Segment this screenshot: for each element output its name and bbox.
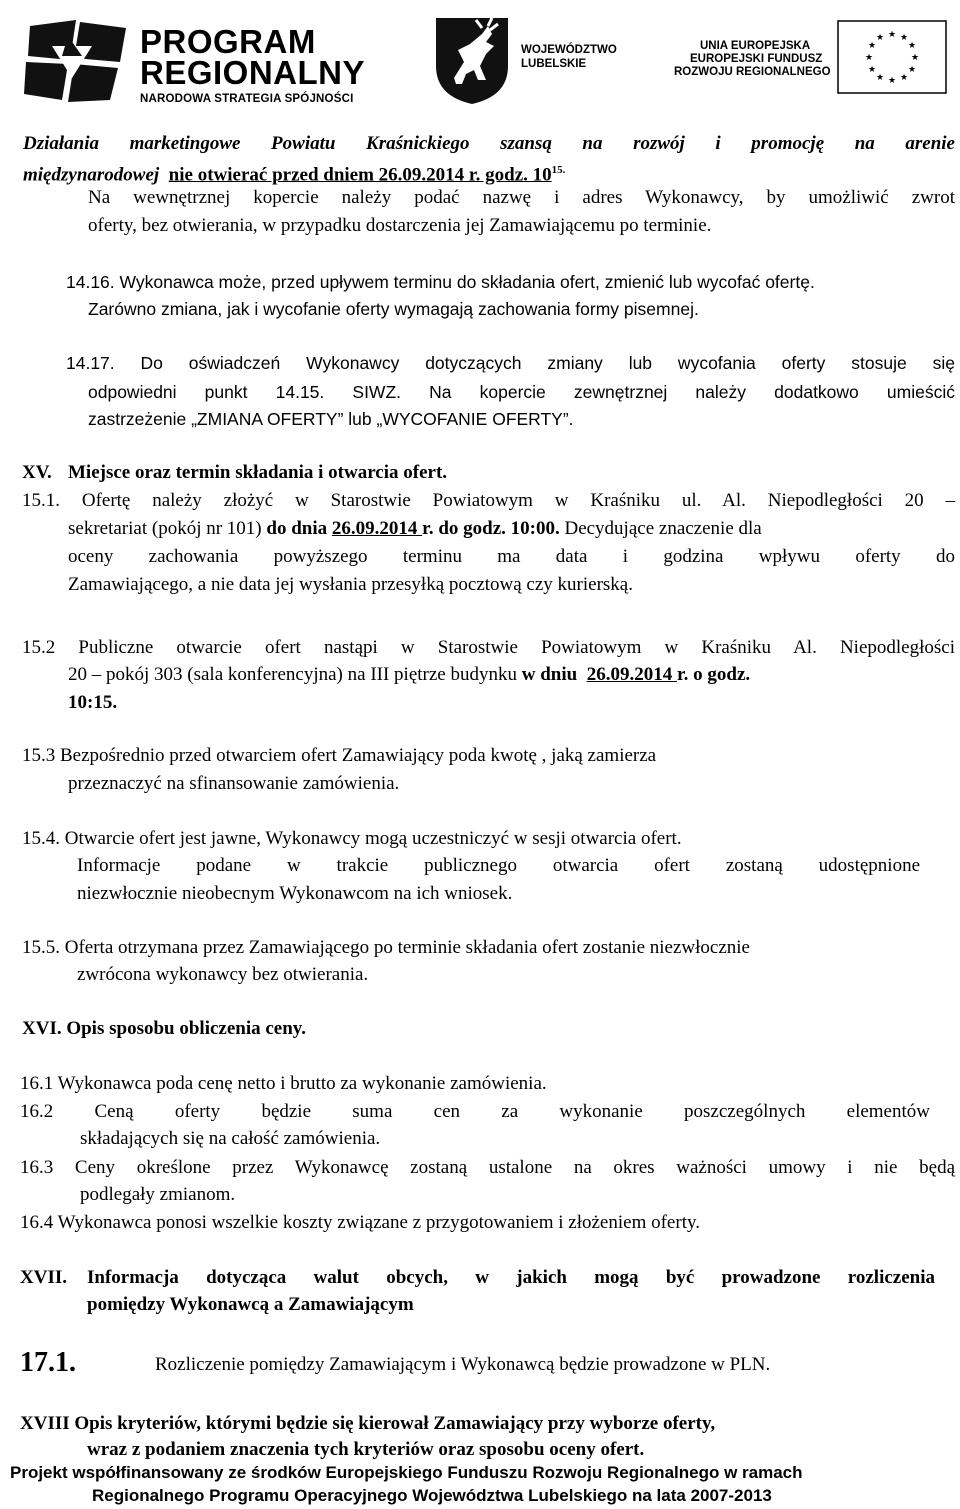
s17-title-line2: pomiędzy Wykonawcą a Zamawiającym: [87, 1294, 414, 1315]
s15-1-line4: Zamawiającego, a nie data jej wysłania przesyłką pocztową czy kurierską.: [68, 574, 633, 595]
s14-17-line1: 14.17. Do oświadczeń Wykonawcy dotyczących zmiany lub wycofania oferty stosuje się: [66, 353, 955, 373]
s15-1-line1: 15.1. Ofertę należy złożyć w Starostwie Powiatowym w Kraśniku ul. Al. Niepodległości 20 –: [22, 490, 955, 511]
s16-4: 16.4 Wykonawca ponosi wszelkie koszty związane z przygotowaniem i złożeniem oferty.: [20, 1212, 700, 1233]
s18-line1: XVIII Opis kryteriów, którymi będzie się kierował Zamawiający przy wyborze oferty,: [20, 1413, 716, 1434]
s17-title-line1: Informacja dotycząca walut obcych, w jakich mogą być prowadzone rozliczenia: [87, 1267, 935, 1288]
svg-text:★: ★: [875, 33, 885, 43]
svg-text:★: ★: [867, 65, 877, 75]
svg-text:★: ★: [899, 73, 909, 83]
s15-1-line3: oceny zachowania powyższego terminu ma data i godzina wpływu oferty do: [68, 546, 955, 567]
svg-text:★: ★: [907, 41, 917, 51]
s15-1-line2-b: do dnia: [266, 518, 332, 539]
s15-2-line2-b: w dniu: [521, 664, 582, 685]
svg-text:★: ★: [910, 53, 920, 63]
s15-2-line2-c: 26.09.2014: [586, 664, 677, 685]
program-regionalny-logo-icon: [22, 16, 134, 104]
s15-1-line2: [68, 515, 762, 542]
footer-line2: Regionalnego Programu Operacyjnego Województwa Lubelskiego na lata 2007-2013: [92, 1486, 772, 1505]
s15-5-line1: 15.5. Oferta otrzymana przez Zamawiającego po terminie składania ofert zostanie niezwłocznie: [22, 937, 750, 958]
s15-1-line2-e: Decydujące znaczenie dla: [559, 518, 762, 539]
s15-2-line2-a: 20 – pokój 303 (sala konferencyjna) na III piętrze budynku: [68, 664, 522, 685]
program-title-line2: REGIONALNY: [140, 54, 366, 91]
svg-text:★: ★: [899, 33, 909, 43]
program-subtitle: NARODOWA STRATEGIA SPÓJNOŚCI: [140, 93, 354, 105]
s18-line2: wraz z podaniem znaczenia tych kryteriów oraz sposobu oceny ofert.: [87, 1439, 645, 1460]
svg-text:★: ★: [907, 65, 917, 75]
svg-text:★: ★: [887, 76, 897, 86]
intro-para2: oferty, bez otwierania, w przypadku dostarczenia jej Zamawiającemu po terminie.: [88, 215, 712, 236]
s16-3-line2: podlegały zmianom.: [80, 1184, 236, 1205]
s15-3-line2: przeznaczyć na sfinansowanie zamówienia.: [68, 773, 400, 794]
s15-3-line1: 15.3 Bezpośrednio przed otwarciem ofert Zamawiający poda kwotę , jaką zamierza: [22, 745, 657, 766]
s16-2-line1: 16.2 Ceną oferty będzie suma cen za wykonanie poszczególnych elementów: [20, 1101, 930, 1122]
intro-line2-sup: 15.: [551, 164, 566, 176]
intro-line1-text: Działania marketingowe Powiatu Kraśnickiego szansą na rozwój i promocję na arenie: [23, 133, 955, 154]
program-title-line1: PROGRAM: [140, 23, 316, 60]
svg-text:★: ★: [887, 30, 897, 40]
s15-4-line1: 15.4. Otwarcie ofert jest jawne, Wykonawcy mogą uczestniczyć w sesji otwarcia ofert.: [22, 828, 682, 849]
s15-2-line2-d: r. o godz.: [676, 664, 751, 685]
s15-1-line2-c: 26.09.2014: [331, 518, 423, 539]
s15-title: Miejsce oraz termin składania i otwarcia ofert.: [68, 462, 448, 483]
woj-line1: WOJEWÓDZTWO: [521, 44, 617, 56]
s17-num: XVII.: [20, 1267, 67, 1288]
intro-line1: [23, 130, 955, 157]
ue-line1: UNIA EUROPEJSKA: [700, 40, 811, 52]
intro-para1: Na wewnętrznej kopercie należy podać nazwę i adres Wykonawcy, by umożliwić zwrot: [88, 187, 955, 208]
s16-1: 16.1 Wykonawca poda cenę netto i brutto za wykonanie zamówienia.: [20, 1073, 547, 1094]
s16-3-line1: 16.3 Ceny określone przez Wykonawcę zostaną ustalone na okres ważności umowy i nie będą: [20, 1157, 955, 1178]
ue-line2: EUROPEJSKI FUNDUSZ: [690, 53, 823, 65]
s14-16-line2: Zarówno zmiana, jak i wycofanie oferty wymagają zachowania formy pisemnej.: [88, 299, 699, 319]
svg-text:★: ★: [864, 53, 874, 63]
s15-2-line1: 15.2 Publiczne otwarcie ofert nastąpi w Starostwie Powiatowym w Kraśniku Al. Niepodległości: [22, 637, 955, 658]
woj-line2: LUBELSKIE: [521, 58, 587, 70]
footer-line1: Projekt współfinansowany ze środków Europejskiego Funduszu Rozwoju Regionalnego w ramach: [10, 1463, 803, 1482]
s15-num: XV.: [22, 462, 52, 483]
s15-2-line2: [68, 661, 750, 688]
intro-line2-b: nie otwierać przed dniem 26.09.2014 r. godz. 10: [168, 164, 552, 186]
s15-4-line3: niezwłocznie nieobecnym Wykonawcom na ich wniosek.: [77, 883, 513, 904]
s15-2-line3: 10:15.: [68, 692, 118, 713]
s17-1-text: Rozliczenie pomiędzy Zamawiającym i Wykonawcą będzie prowadzone w PLN.: [155, 1354, 771, 1375]
s15-4-line2: Informacje podane w trakcie publicznego otwarcia ofert zostaną udostępnione: [77, 855, 920, 876]
s14-16-line1: 14.16. Wykonawca może, przed upływem terminu do składania ofert, zmienić lub wycofać ofertę.: [66, 272, 815, 292]
s15-1-line2-a: sekretariat (pokój nr 101): [68, 518, 267, 539]
s15-1-line2-d: r. do godz. 10:00.: [422, 518, 560, 539]
s16-heading: XVI. Opis sposobu obliczenia ceny.: [22, 1018, 306, 1039]
wojewodztwo-lubelskie-crest-icon: [430, 14, 514, 106]
s17-1-num: 17.1.: [20, 1347, 76, 1378]
s16-2-line2: składających się na całość zamówienia.: [80, 1128, 381, 1149]
s14-17-line2: odpowiedni punkt 14.15. SIWZ. Na kopercie zewnętrznej należy dodatkowo umieścić: [88, 382, 955, 402]
s15-5-line2: zwrócona wykonawcy bez otwierania.: [77, 964, 369, 985]
s14-17-line3: zastrzeżenie „ZMIANA OFERTY” lub „WYCOFANIE OFERTY”.: [88, 409, 574, 429]
ue-line3: ROZWOJU REGIONALNEGO: [674, 66, 831, 78]
eu-flag-icon: [837, 20, 947, 94]
svg-text:★: ★: [867, 41, 877, 51]
svg-text:★: ★: [875, 73, 885, 83]
intro-line2-a: międzynarodowej: [23, 164, 160, 186]
